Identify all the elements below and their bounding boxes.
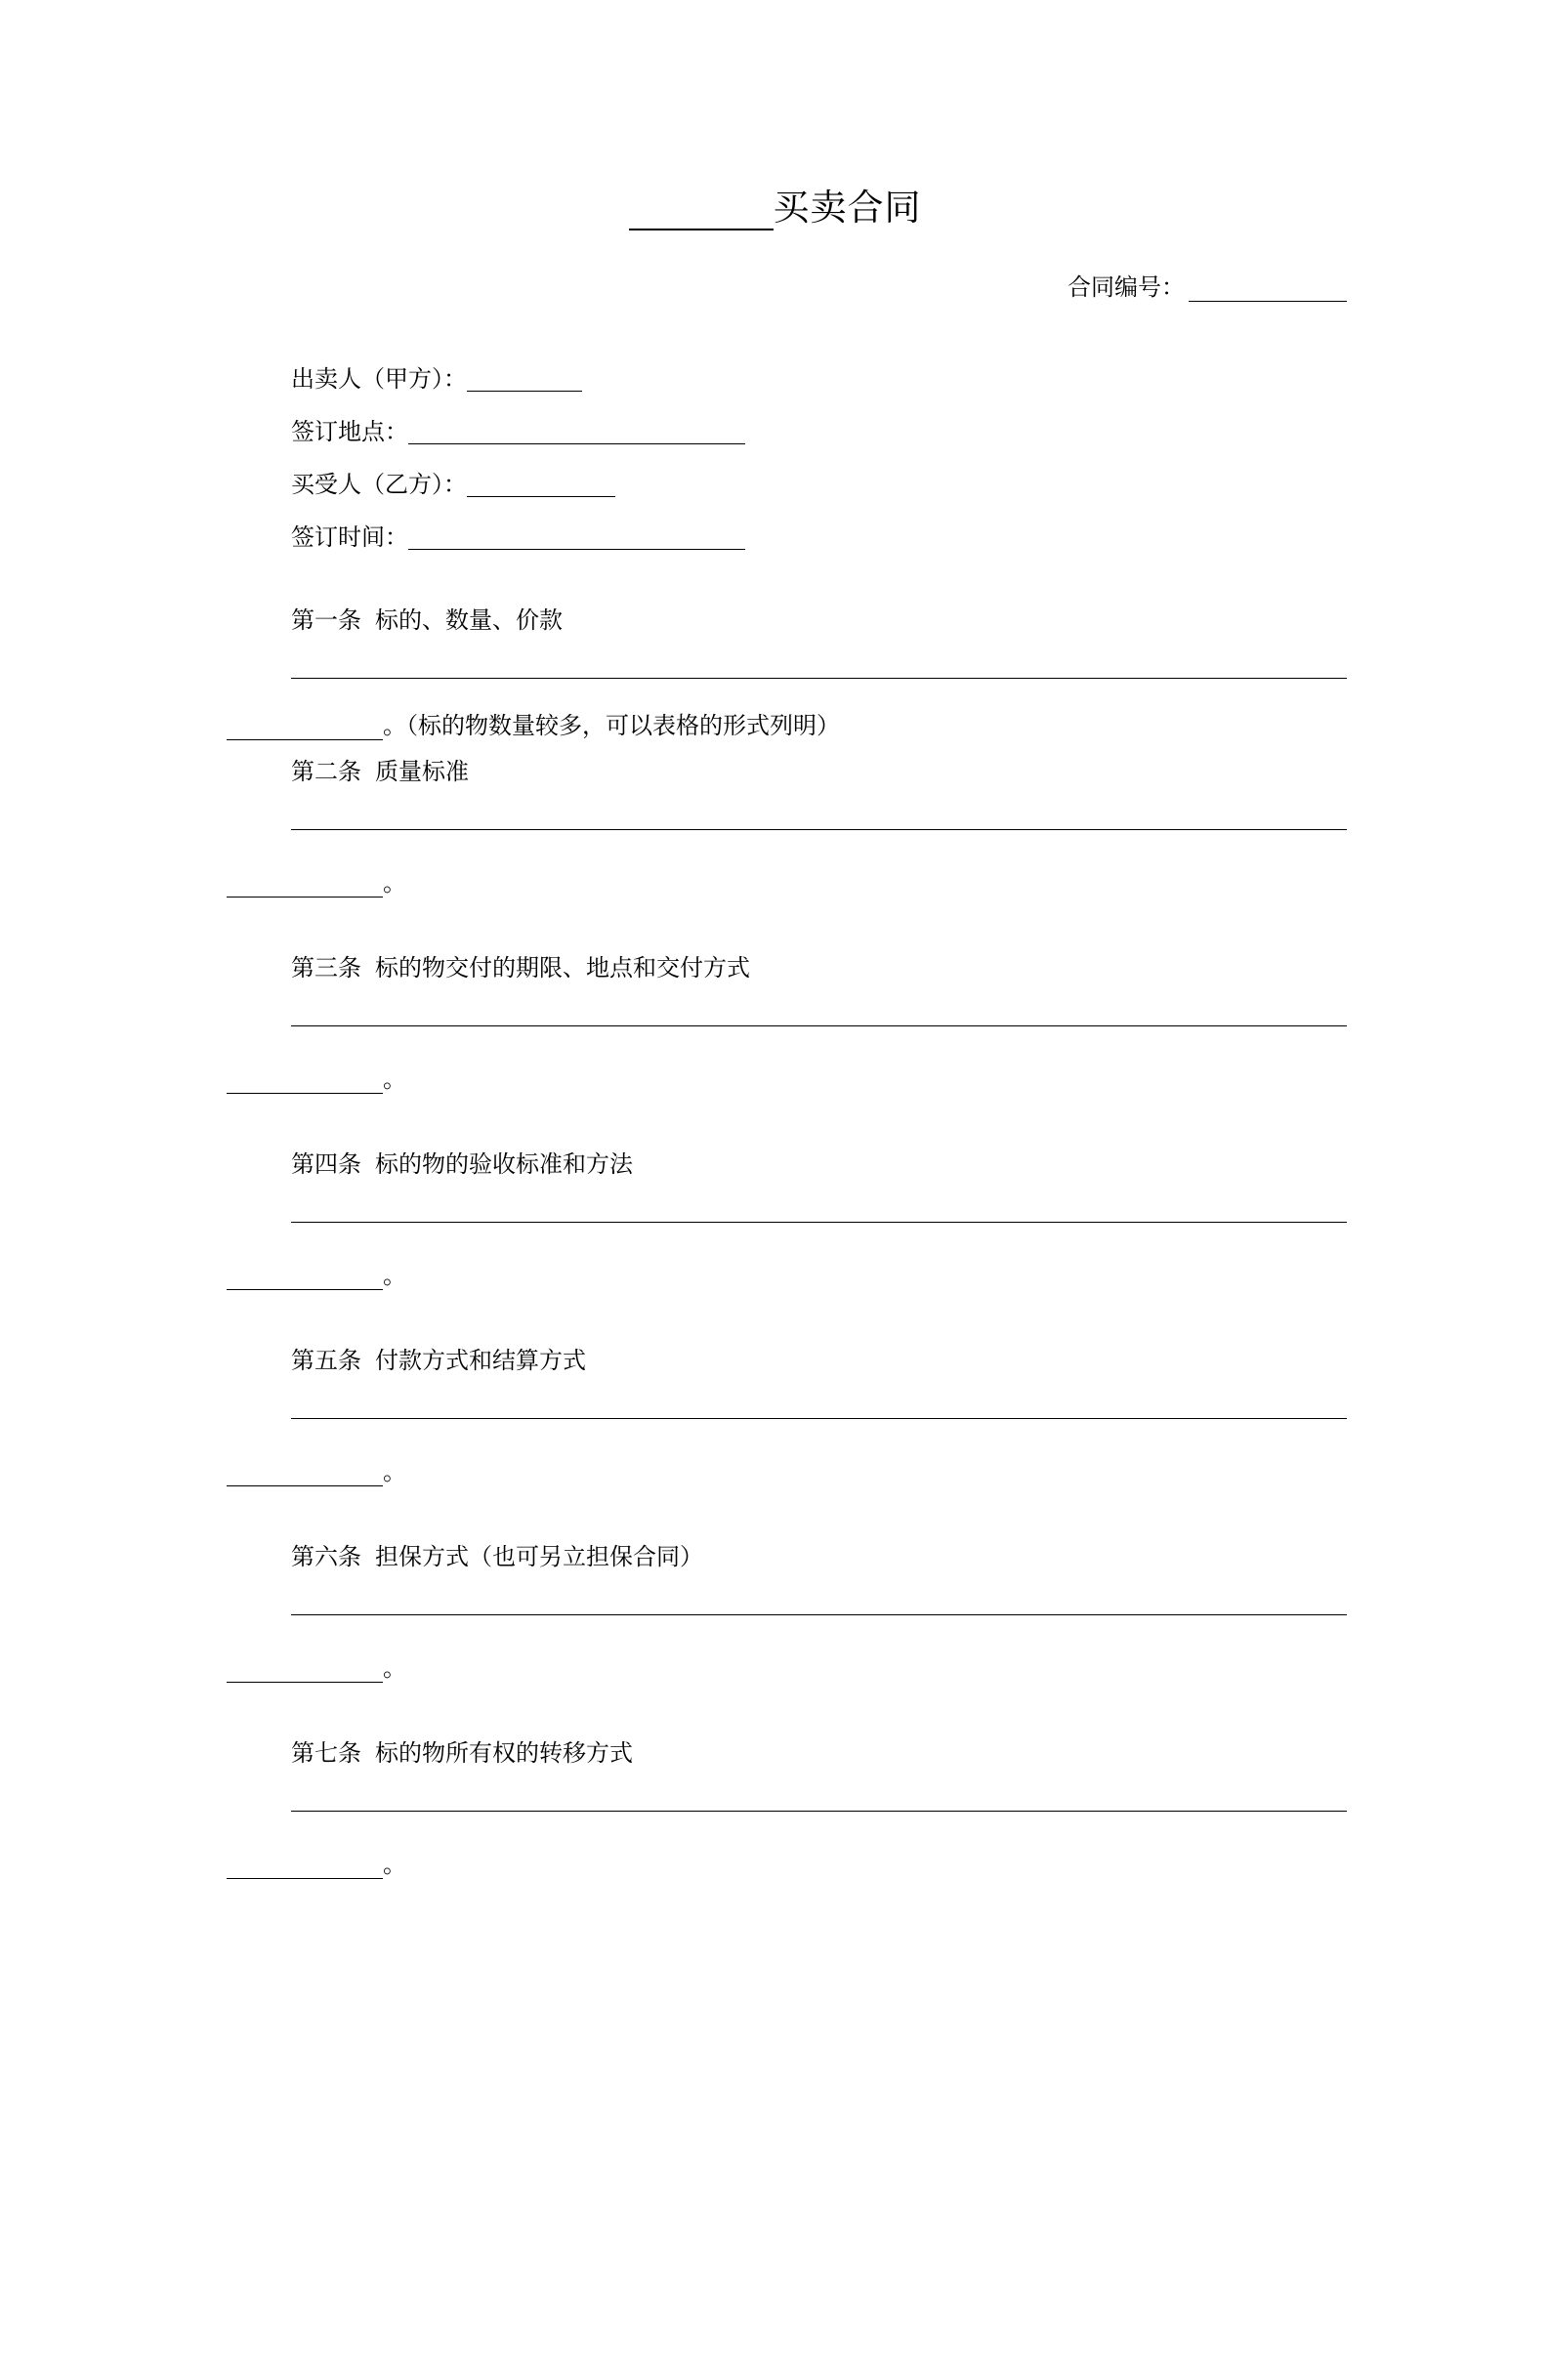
party-line-signing-place <box>291 421 1550 444</box>
clause-5-title <box>0 1341 1550 1375</box>
clause-3-number: 第三条 <box>291 956 361 982</box>
clause-3-title <box>0 948 1550 982</box>
party-line-seller <box>291 368 1550 392</box>
clause-5-fill-rule[interactable] <box>291 1418 1347 1419</box>
clause-3-tail-text: 。 <box>383 1067 406 1094</box>
clause-3-tail <box>0 1060 1550 1094</box>
clause-4-number: 第四条 <box>291 1152 361 1179</box>
clause-2-title <box>0 752 1550 786</box>
document-page <box>0 188 1550 2380</box>
clause-2-tail <box>0 863 1550 898</box>
party-blank-signing-place[interactable] <box>408 424 745 444</box>
clause-6-tail-text: 。 <box>383 1656 406 1683</box>
clause-2 <box>0 752 1550 898</box>
clause-7-tail-text: 。 <box>383 1853 406 1879</box>
clause-7-heading: 标的物所有权的转移方式 <box>375 1741 633 1768</box>
clause-3-tail-blank[interactable] <box>227 1073 383 1094</box>
clause-4-tail-blank[interactable] <box>227 1270 383 1290</box>
party-label-signing-place: 签订地点： <box>291 420 408 446</box>
clause-1-tail-blank[interactable] <box>227 720 383 740</box>
clause-6-number: 第六条 <box>291 1545 361 1571</box>
clause-1-fill-rule[interactable] <box>291 678 1347 679</box>
clause-6 <box>0 1537 1550 1683</box>
clause-4-tail-text: 。 <box>383 1264 406 1290</box>
clause-3 <box>0 948 1550 1094</box>
page-title <box>0 188 1550 230</box>
clause-1-tail <box>0 706 1550 740</box>
clause-6-heading: 担保方式（也可另立担保合同） <box>375 1545 703 1571</box>
clause-2-heading: 质量标准 <box>375 760 469 786</box>
clause-6-tail <box>0 1649 1550 1683</box>
party-line-buyer <box>291 474 1550 497</box>
party-blank-seller[interactable] <box>467 371 582 392</box>
clause-7-tail <box>0 1845 1550 1879</box>
clause-7-title <box>0 1733 1550 1768</box>
clause-7-fill-rule[interactable] <box>291 1811 1347 1812</box>
clause-5-number: 第五条 <box>291 1349 361 1375</box>
clause-1 <box>0 601 1550 740</box>
party-label-buyer: 买受人（乙方）： <box>291 473 467 499</box>
clause-6-title <box>0 1537 1550 1571</box>
contract-number-blank[interactable] <box>1189 281 1347 302</box>
clause-7-number: 第七条 <box>291 1741 361 1768</box>
party-blank-signing-time[interactable] <box>408 529 745 550</box>
clause-4-heading: 标的物的验收标准和方法 <box>375 1152 633 1179</box>
clause-7-tail-blank[interactable] <box>227 1858 383 1879</box>
clause-2-tail-text: 。 <box>383 871 406 898</box>
title-blank-field[interactable] <box>629 197 774 230</box>
clause-1-title <box>0 601 1550 635</box>
clause-5-heading: 付款方式和结算方式 <box>375 1349 586 1375</box>
clause-7 <box>0 1733 1550 1879</box>
clause-4 <box>0 1145 1550 1290</box>
clause-3-fill-rule[interactable] <box>291 1025 1347 1026</box>
contract-number-row <box>0 268 1550 302</box>
clause-6-fill-rule[interactable] <box>291 1614 1347 1615</box>
party-blank-buyer[interactable] <box>467 477 615 497</box>
clause-1-tail-text: 。（标的物数量较多，可以表格的形式列明） <box>383 714 840 740</box>
clause-5-tail <box>0 1452 1550 1486</box>
clause-4-title <box>0 1145 1550 1179</box>
clause-5 <box>0 1341 1550 1486</box>
clause-5-tail-text: 。 <box>383 1460 406 1486</box>
clause-1-heading: 标的、数量、价款 <box>375 608 563 635</box>
clause-2-fill-rule[interactable] <box>291 829 1347 830</box>
party-label-signing-time: 签订时间： <box>291 525 408 552</box>
clause-1-number: 第一条 <box>291 608 361 635</box>
clause-6-tail-blank[interactable] <box>227 1662 383 1683</box>
clause-5-tail-blank[interactable] <box>227 1466 383 1486</box>
party-line-signing-time <box>291 526 1550 550</box>
party-label-seller: 出卖人（甲方）： <box>291 367 467 394</box>
clause-3-heading: 标的物交付的期限、地点和交付方式 <box>375 956 750 982</box>
clause-4-fill-rule[interactable] <box>291 1222 1347 1223</box>
clause-2-number: 第二条 <box>291 760 361 786</box>
contract-number-label: 合同编号： <box>1068 275 1185 302</box>
title-text: 买卖合同 <box>773 188 922 229</box>
clause-2-tail-blank[interactable] <box>227 877 383 898</box>
parties-block <box>0 368 1550 550</box>
clause-4-tail <box>0 1256 1550 1290</box>
